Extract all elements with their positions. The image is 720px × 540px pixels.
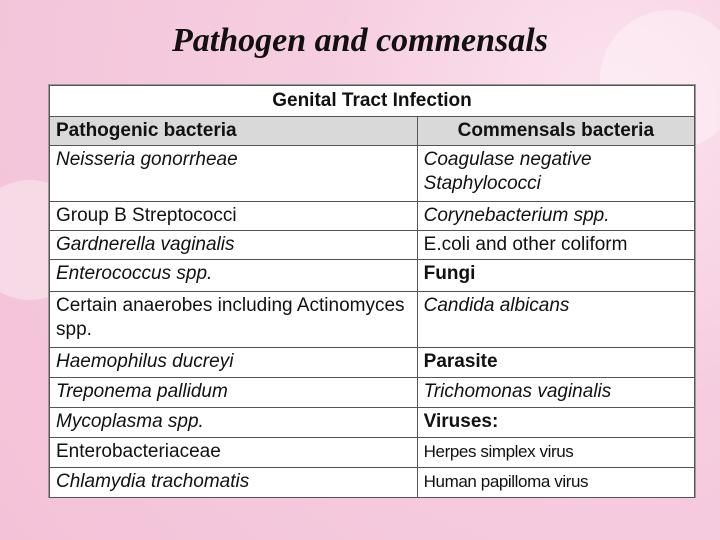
commensal-cell: Fungi — [417, 260, 694, 292]
pathogen-cell: Certain anaerobes including Actinomyces spp. — [50, 292, 418, 348]
header-commensal: Commensals bacteria — [417, 117, 694, 146]
commensal-cell: Parasite — [417, 348, 694, 378]
pathogen-cell: Mycoplasma spp. — [50, 408, 418, 438]
commensal-cell: Herpes simplex virus — [417, 438, 694, 468]
slide-title: Pathogen and commensals — [172, 22, 548, 59]
commensal-cell: Human papilloma virus — [417, 468, 694, 498]
pathogen-cell: Haemophilus ducreyi — [50, 348, 418, 378]
header-pathogenic: Pathogenic bacteria — [50, 117, 418, 146]
commensal-cell: Candida albicans — [417, 292, 694, 348]
commensal-cell: Coagulase negative Staphylococci — [417, 146, 694, 202]
infection-table — [48, 84, 696, 498]
pathogen-cell: Group B Streptococci — [50, 202, 418, 231]
pathogen-cell: Neisseria gonorrheae — [50, 146, 418, 202]
commensal-cell: Trichomonas vaginalis — [417, 378, 694, 408]
pathogen-cell: Gardnerella vaginalis — [50, 231, 418, 260]
commensal-cell: E.coli and other coliform — [417, 231, 694, 260]
pathogen-cell: Enterococcus spp. — [50, 260, 418, 292]
commensal-cell: Corynebacterium spp. — [417, 202, 694, 231]
pathogen-cell: Enterobacteriaceae — [50, 438, 418, 468]
commensal-cell: Viruses: — [417, 408, 694, 438]
table-caption: Genital Tract Infection — [50, 86, 695, 117]
pathogen-cell: Chlamydia trachomatis — [50, 468, 418, 498]
pathogen-cell: Treponema pallidum — [50, 378, 418, 408]
